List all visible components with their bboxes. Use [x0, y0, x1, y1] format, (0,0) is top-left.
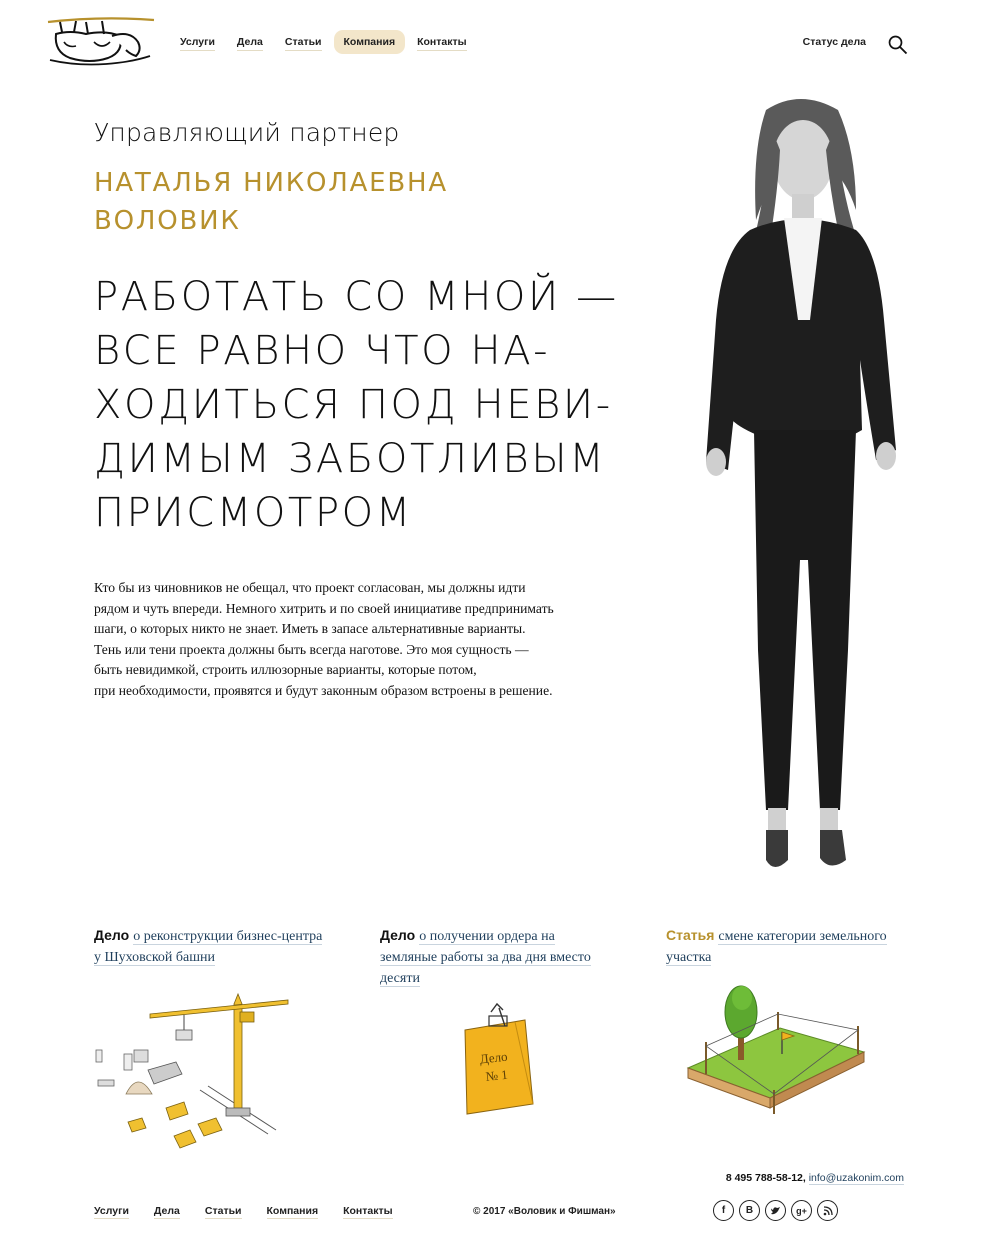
land-plot-illustration	[684, 982, 868, 1122]
card-kind: Статья	[666, 927, 715, 943]
case-card-1[interactable]	[94, 925, 324, 968]
footer-nav-uslugi[interactable]: Услуги	[94, 1205, 129, 1217]
construction-illustration	[90, 990, 310, 1170]
case-card-2[interactable]	[380, 925, 610, 989]
partner-name: НАТАЛЬЯ НИКОЛАЕВНА ВОЛОВИК	[94, 168, 448, 236]
footer-contacts	[726, 1172, 904, 1184]
case-status-link[interactable]: Статус дела	[802, 36, 866, 48]
footer-nav-kompaniya[interactable]: Компания	[266, 1205, 319, 1217]
bio-text: Кто бы из чиновников не обещал, что проект согласован, мы должны идти рядом и чуть впереди. Немного хитрить и по своей инициативе предпринимать шаги, о которых никто не знает. Иметь в запасе альтернативные варианты. Тень или тени проекта должны быть всегда наготове. Это моя сущность — быть невидимкой, строить иллюзорные варианты, которые потом, при необходимости, проявятся и будут законным образом встроены в решение.	[94, 580, 554, 698]
company-logo[interactable]	[46, 12, 156, 68]
partner-photo	[670, 90, 930, 890]
nav-kontakty[interactable]: Контакты	[407, 30, 477, 54]
article-card[interactable]	[666, 925, 916, 968]
folder-label: Дело № 1	[478, 1048, 509, 1084]
nav-uslugi[interactable]: Услуги	[170, 30, 225, 54]
facebook-icon[interactable]: f	[713, 1200, 734, 1221]
footer-nav-stati[interactable]: Статьи	[204, 1205, 242, 1217]
googleplus-icon[interactable]: g+	[791, 1200, 812, 1221]
nav-stati[interactable]: Статьи	[275, 30, 332, 54]
main-nav	[170, 30, 479, 54]
card-kind: Дело	[380, 927, 416, 943]
quote-heading: РАБОТАТЬ СО МНОЙ — ВСЕ РАВНО ЧТО НА- ХОДИТЬСЯ ПОД НЕВИ- ДИМЫМ ЗАБОТЛИВЫМ ПРИСМОТРОМ	[94, 274, 619, 536]
role-title: Управляющий партнер	[94, 118, 400, 147]
footer-nav-kontakty[interactable]: Контакты	[343, 1205, 393, 1217]
vk-icon[interactable]: B	[739, 1200, 760, 1221]
card-kind: Дело	[94, 927, 130, 943]
email-link[interactable]: info@uzakonim.com	[808, 1172, 904, 1184]
card-link[interactable]: о получении ордера на земляные работы за два дня вместо десяти	[380, 929, 591, 986]
nav-kompaniya[interactable]: Компания	[334, 30, 406, 54]
rss-icon[interactable]	[817, 1200, 838, 1221]
card-link[interactable]: о реконструкции бизнес-центра у Шуховской башни	[94, 929, 323, 965]
footer-nav-dela[interactable]: Дела	[153, 1205, 180, 1217]
case-folder-illustration	[455, 1000, 545, 1120]
social-links	[713, 1200, 843, 1221]
copyright: © 2017 «Воловик и Фишман»	[473, 1206, 616, 1217]
nav-dela[interactable]: Дела	[227, 30, 273, 54]
footer-nav	[94, 1205, 418, 1219]
phone-number[interactable]: 8 495 788-58-12,	[725, 1172, 806, 1184]
card-link[interactable]: смене категории земельного участка	[666, 929, 887, 965]
twitter-icon[interactable]	[765, 1200, 786, 1221]
search-icon[interactable]	[888, 35, 908, 55]
